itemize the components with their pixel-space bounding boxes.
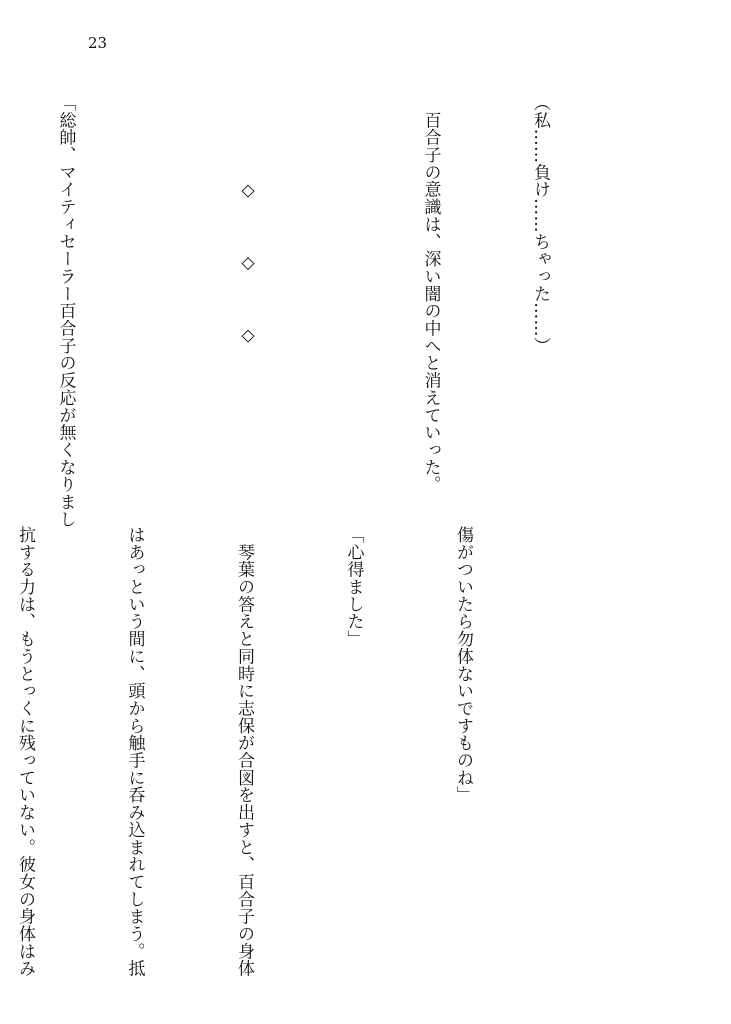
text-column: はあっという間に、頭から触手に呑み込まれてしまう。抵 xyxy=(124,526,145,978)
text-column: 抗する力は、もうとっくに残っていない。彼女の身体はみ xyxy=(15,526,35,978)
text-column: （私……負け……ちゃった……） xyxy=(530,94,550,355)
lower-text-block xyxy=(0,526,554,978)
text-column: 琴葉の答えと同時に志保が合図を出すと、百合子の身体 xyxy=(234,526,254,978)
text-column: 傷がついたら勿体ないですものね」 xyxy=(453,526,473,804)
text-column: 百合子の意識は、深い闇の中へと消えていった。 xyxy=(420,94,441,494)
page-number: 23 xyxy=(88,34,108,52)
text-column: 「心得ました」 xyxy=(343,526,364,648)
text-column: 「総帥、マイティセーラー百合子の反応が無くなりまし xyxy=(55,94,76,528)
scene-break-diamonds: ◇ ◇ ◇ xyxy=(238,94,258,346)
upper-text-block xyxy=(0,94,631,528)
